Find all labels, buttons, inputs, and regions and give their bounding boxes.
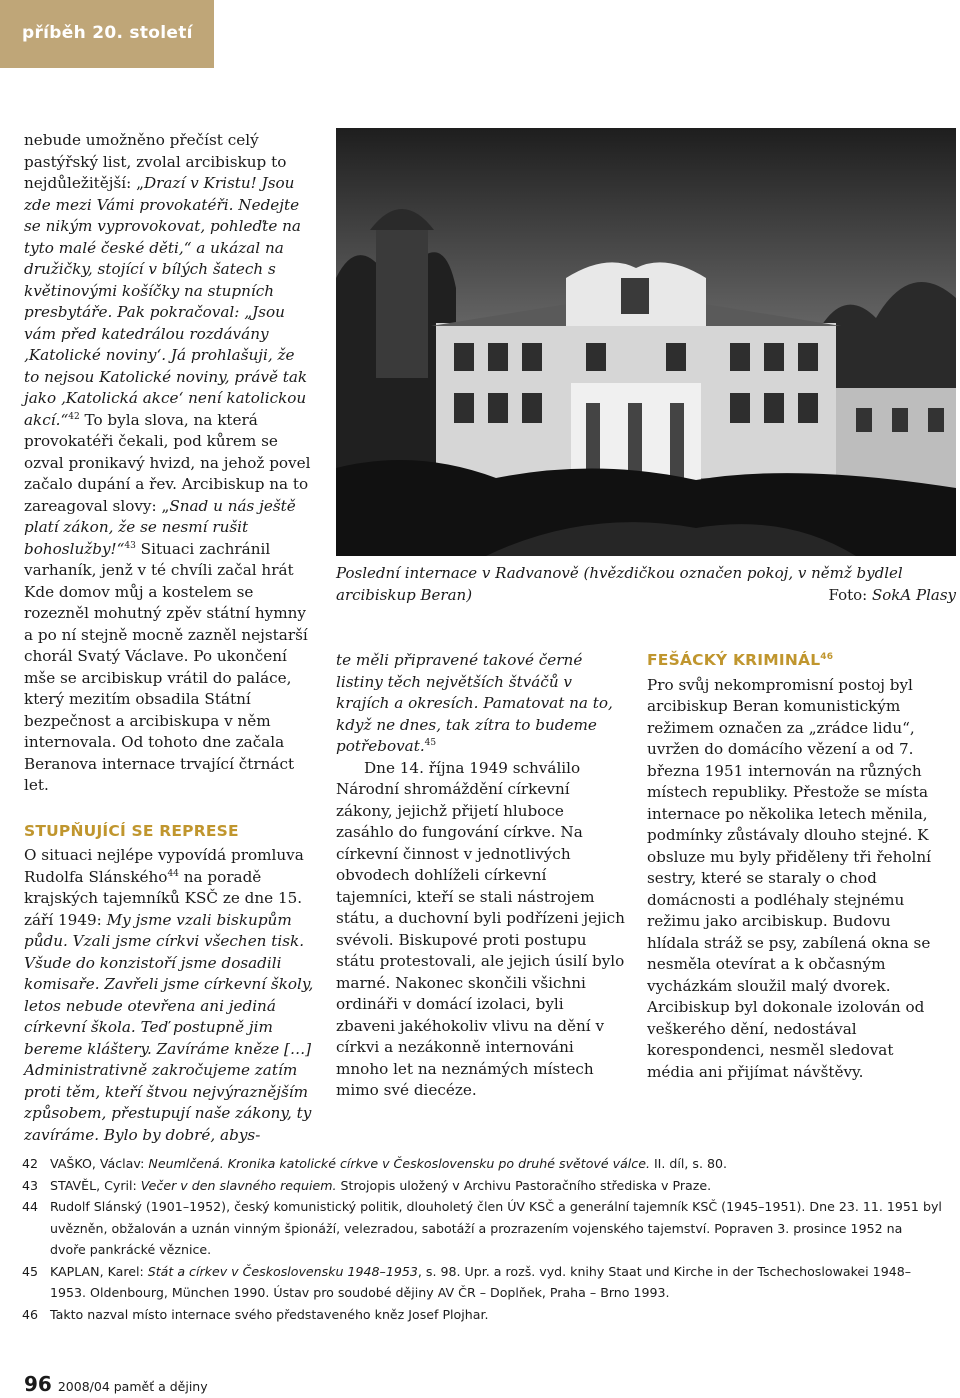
footnotes	[22, 1153, 942, 1325]
footnote-number: 46	[22, 1306, 39, 1322]
footnote-ref: 44	[167, 868, 179, 879]
quote-run: Drazí v Kristu! Jsou zde mezi Vámi provokatéři. Nedejte se nikým vyprovokovat, pohleďte na tyto malé české děti,“ a ukázal na družičky, stojící v bílých šatech s květinovými košíčky na stupních presbytáře. Pak pokračoval: „Jsou vám před katedrálou rozdávány ‚Katolické noviny‘. Já prohlašuji, že to nejsou Katolické noviny, právě tak jako ‚Katolická akce‘ není katolickou akcí.“	[24, 174, 308, 429]
publication-name: 2008/04 paměť a dějiny	[57, 1379, 208, 1394]
building-photo	[336, 128, 956, 556]
page-footer	[24, 1372, 208, 1396]
footnote-text: Rudolf Slánský (1901–1952), český komunistický politik, dlouholetý člen ÚV KSČ a generální tajemník KSČ (1945–1951). Dne 23. 11. 1951 byl uvězněn, obžalován a uznán vinným špionáží, velezradou, sabotáží a prozrazením vojenského tajemství. Popraven 3. prosince 1952 na dvoře pankrácké věznice.	[50, 1199, 942, 1257]
footnote-45	[22, 1261, 942, 1304]
section-tab-label: příběh 20. století	[22, 23, 193, 43]
footnote-text: KAPLAN, Karel:	[50, 1263, 148, 1279]
footnote-42	[22, 1153, 942, 1175]
middle-paragraph-2: Dne 14. října 1949 schválilo Národní shromáždění církevní zákony, jejichž přijetí hluboce zasáhlo do fungování církve. Na církevní činnost v jednotlivých obvodech dohlíželi církevní tajemníci, kteří se stali nástrojem státu, a duchovní byli podřízeni jejich svévoli. Biskupové proti postupu státu protestovali, ale jejich úsilí bylo marné. Nakonec skončili všichni ordináři v domácí izolaci, byli zbaveni jakéhokoliv vlivu na dění v církvi a nezákonně internováni mnoho let na neznámých místech mimo své diecéze.	[336, 758, 625, 1099]
photo-caption	[336, 562, 956, 606]
footnote-text: II. díl, s. 80.	[649, 1156, 728, 1171]
footnote-44	[22, 1196, 942, 1261]
page-number: 96	[24, 1372, 52, 1396]
left-paragraph-1	[24, 130, 314, 797]
footnote-number: 45	[22, 1263, 39, 1279]
footnote-ref: 42	[68, 411, 80, 422]
text-run: O situaci nejlépe vypovídá promluva Rudolfa Slánského	[24, 846, 304, 886]
text-run: Situaci zachránil varhaník, jenž v té chvíli začal hrát Kde domov můj a kostelem se rozezněl mohutný zpěv státní hymny a po ní stejně mocně zazněl nejstarší chorál Svatý Václave. Po ukončení mše se arcibiskup vrátil do paláce, který mezitím obsadila Státní bezpečnost a arcibiskupa v něm internovala. Od tohoto dne začala Beranova internace trvající čtrnáct let.	[24, 539, 308, 794]
quote-run: te měli připravené takové černé listiny těch největších štváčů v krajích a okresích. Pamatovat na to, když ne dnes, tak zítra to budeme potřebovat.	[336, 651, 613, 755]
quote-run: My jsme vzali biskupům půdu. Vzali jsme církvi všechen tisk. Všude do konzistoří jsme dosadili komisaře. Zavřeli jsme církevní školy, letos nebude otevřena ani jediná církevní škola. Teď postupně jim bereme kláštery. Zavíráme kněze […] Administrativně zakročujeme zatím proti těm, kteří štvou nejvýraznějším způsobem, přestupují naše zákony, ty zavíráme. Bylo by dobré, abys-	[24, 910, 314, 1144]
footnote-43	[22, 1175, 942, 1197]
footnote-ref: 46	[820, 651, 834, 662]
text-run: To byla slova, na která provokatéři čekali, pod kůrem se ozval pronikavý hvizd, na jehož povel začalo dupání a řev. Arcibiskup na to zareagoval slovy: „	[24, 410, 311, 515]
heading-text: FEŠÁCKÝ KRIMINÁL	[647, 651, 821, 669]
footnote-text: VAŠKO, Václav:	[50, 1156, 149, 1171]
footnote-ref: 45	[424, 737, 437, 748]
section-heading-represe: STUPŇUJÍCÍ SE REPRESE	[24, 821, 239, 840]
radvanov-building-image	[336, 128, 956, 556]
section-heading-kriminal	[647, 650, 937, 672]
footnote-text: Takto nazval místo internace svého představeného kněz Josef Plojhar.	[50, 1306, 489, 1322]
right-paragraph-1: Pro svůj nekompromisní postoj byl arcibiskup Beran komunistickým režimem označen za „zrádce lidu“, uvržen do domácího vězení a od 7. března 1951 internován na různých místech republiky. Přestože se místa internace po několika letech měnila, podmínky zůstávaly dlouho stejné. K obsluze mu byly přiděleny tři řeholní sestry, které se staraly o chod domácnosti a podléhaly stejnému režimu jako arcibiskup. Budovu hlídala stráž se psy, zabílená okna se nesměla otevírat a k občasným vycházkám sloužil malý dvorek. Arcibiskup byl dokonale izolován od veškerého dění, nedostával korespondenci, nesměl sledovat média ani přijímat návštěvy.	[647, 675, 931, 1081]
footnote-ref: 43	[124, 540, 136, 551]
footnote-title: Stát a církev v Československu 1948–1953	[147, 1263, 418, 1279]
text-run: nebude umožněno přečíst celý pastýřský list, zvolal arcibiskup to nejdůležitější: „	[24, 131, 287, 192]
footnote-number: 42	[22, 1156, 39, 1171]
left-column	[24, 130, 314, 1146]
caption-text: Poslední internace v Radvanově (hvězdičkou označen pokoj, v němž bydlel arcibiskup Beran)	[336, 564, 903, 604]
middle-paragraph-1	[336, 650, 626, 758]
section-tab	[0, 0, 214, 68]
footnote-number: 43	[22, 1177, 39, 1193]
middle-column	[336, 650, 626, 1102]
footnote-text: , s. 98. Upr. a rozš. vyd. knihy Staat und Kirche in der Tschechoslowakei 1948–1953. Oldenbourg, München 1990. Ústav pro soudobé dějiny AV ČR – Doplňek, Praha – Brno 1993.	[50, 1263, 912, 1300]
footnote-number: 44	[22, 1199, 39, 1214]
quote-run: Snad u nás ještě platí zákon, že se nesmí rušit bohoslužby!“	[24, 496, 296, 558]
footnote-text: STAVĚL, Cyril:	[50, 1177, 141, 1193]
footnote-title: Večer v den slavného requiem.	[140, 1177, 337, 1193]
footnote-text: Strojopis uložený v Archivu Pastoračního střediska v Praze.	[336, 1177, 712, 1193]
footnote-46	[22, 1304, 942, 1326]
text-run: na poradě krajských tajemníků KSČ ze dne 15. září 1949:	[24, 867, 303, 929]
right-column	[647, 650, 937, 1083]
credit-source: SokA Plasy	[871, 586, 956, 604]
left-paragraph-2	[24, 845, 314, 1146]
footnote-title: Neumlčená. Kronika katolické církve v Československu po druhé světové válce.	[148, 1156, 650, 1171]
credit-label: Foto:	[828, 586, 872, 604]
